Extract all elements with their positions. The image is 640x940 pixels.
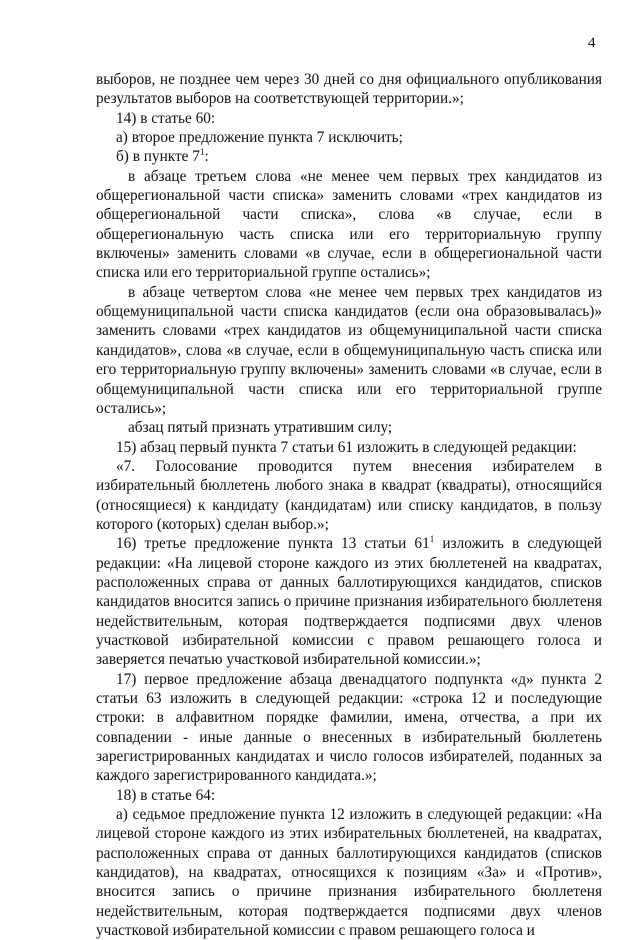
paragraph: 15) абзац первый пункта 7 статьи 61 изложить в следующей редакции: [116, 438, 577, 456]
paragraph: абзац пятый признать утратившим силу; [128, 419, 393, 437]
paragraph: «7. Голосование проводится путем внесения избирателем в избирательный бюллетень любого знака в квадрат (квадраты), относящийся (относящиеся) к кандидату (кандидатам) или списку кандидатов, в пользу которого (которых) сделан выбор.»; [96, 457, 602, 533]
paragraph: в абзаце третьем слова «не менее чем первых трех кандидатов из общерегиональной части списка» заменить словами «трех кандидатов из общерегиональной части списка», слова «в случае, если в общерегиональную часть списка или его территориальную группу включены» заменить словами «в случае, если в общерегиональной части списка или его территориальной группе остались»; [96, 167, 602, 282]
paragraph: б) в пункте $7^1$: [116, 147, 209, 166]
paragraph: 14) в статье 60: [116, 109, 216, 127]
paragraph: в абзаце четвертом слова «не менее чем первых трех кандидатов из общемуниципальной части списка кандидатов (если она образовывалась)» заменить словами «трех кандидатов из общемуниципальной части списка кандидатов», слова «в случае, если в общемуниципальную часть списка или его территориальную группу включены» заменить словами «в случае, если в общемуниципальной части списка или его территориальной группе остались»; [96, 283, 602, 417]
paragraph: выборов, не позднее чем через 30 дней со дня официального опубликования результатов выборов на соответствующей территории.»; [96, 71, 602, 108]
superscript: 1 [429, 534, 435, 545]
document-body [96, 70, 602, 940]
paragraph: 17) первое предложение абзаца двенадцатого подпункта «д» пункта 2 статьи 63 изложить в следующей редакции: «строка 12 и последующие строки: в алфавитном порядке фамилии, имена, отчества, а при их совпадении - иные данные о внесенных в избирательный бюллетень зарегистрированных кандидатах и число голосов избирателей, поданных за каждого зарегистрированного кандидата.»; [96, 670, 602, 785]
paragraph: 18) в статье 64: [116, 786, 216, 804]
superscript: 1 [199, 147, 205, 158]
paragraph: а) седьмое предложение пункта 12 изложить в следующей редакции: «На лицевой стороне каждого из этих избирательных бюллетеней, на квадратах, расположенных справа от данных баллотирующихся кандидатов (списков кандидатов), на квадратах, относящихся к позициям «За» и «Против», вносится запись о причине признания избирательного бюллетеня недействительным, которая подтверждается подписями двух членов участковой избирательной комиссии с правом решающего голоса и [96, 806, 602, 940]
paragraph: а) второе предложение пункта 7 исключить; [116, 129, 403, 147]
page-number: 4 [588, 35, 596, 51]
paragraph: 16) третье предложение пункта 13 статьи $61^1$ изложить в следующей редакции: «На лицевой стороне каждого из этих бюллетеней на квадратах, расположенных справа от данных баллотирующихся кандидатов, списков кандидатов вносится запись о причине признания избирательного бюллетеня недействительным, которая подтверждается подписями двух членов участковой избирательной комиссии с правом решающего голоса и заверяется печатью участковой избирательной комиссии.»; [96, 534, 602, 669]
